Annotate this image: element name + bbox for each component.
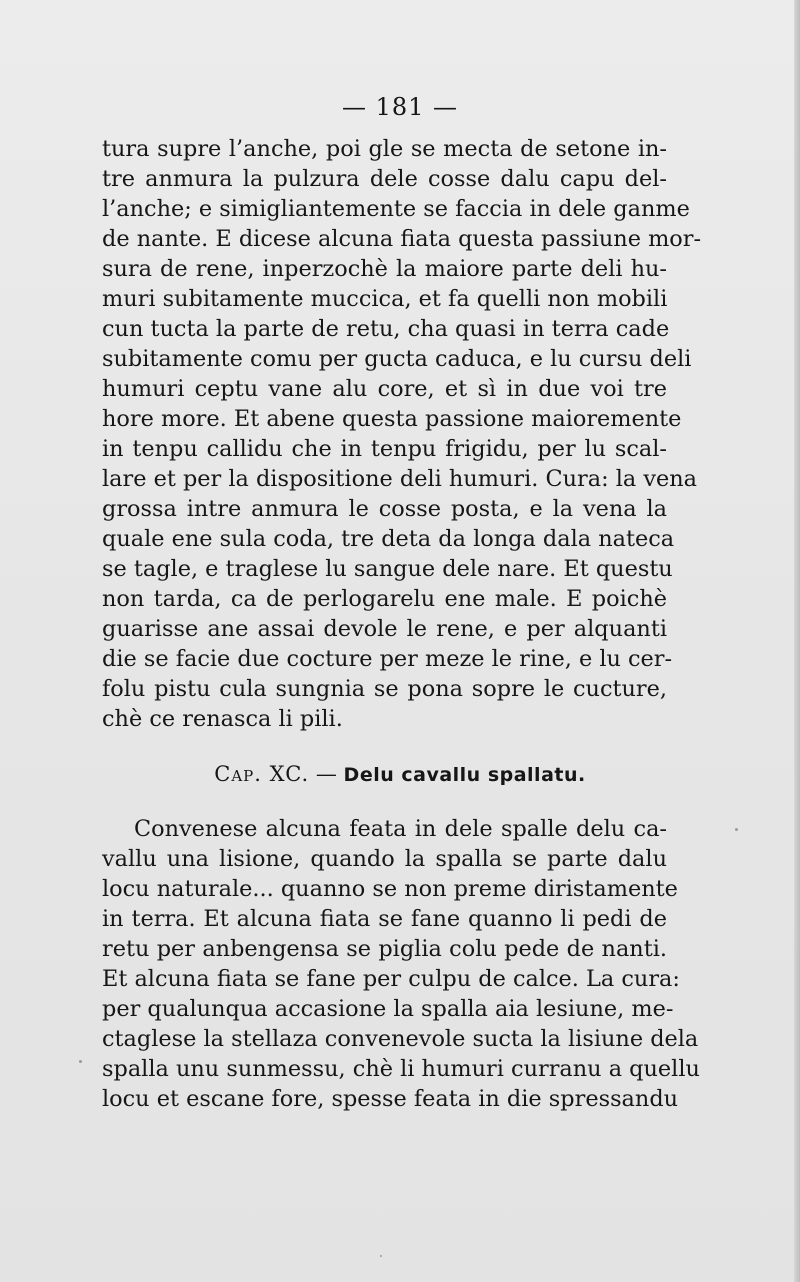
text-line: chè ce renasca li pili. (102, 706, 343, 732)
ink-speck (735, 828, 738, 831)
text-line: grossa intre anmura le cosse posta, e la vena la (102, 496, 667, 522)
text-line: subitamente comu per gucta caduca, e lu cursu deli (102, 346, 692, 372)
text-line: folu pistu cula sungnia se pona sopre le cucture, (102, 676, 667, 702)
text-line: tura supre l’anche, poi gle se mecta de setone in- (102, 136, 667, 162)
chapter-number: Cap. XC. (214, 762, 310, 786)
text-line: per qualunqua accasione la spalla aia lesiune, me- (102, 996, 674, 1022)
text-line: in terra. Et alcuna fiata se fane quanno li pedi de (102, 906, 667, 932)
text-line: tre anmura la pulzura dele cosse dalu capu del- (102, 166, 667, 192)
text-line: l’anche; e simigliantemente se faccia in dele ganme (102, 196, 690, 222)
text-line: vallu una lisione, quando la spalla se parte dalu (102, 846, 667, 872)
text-line: de nante. E dicese alcuna fiata questa passiune mor- (102, 226, 702, 252)
text-line: in tenpu callidu che in tenpu frigidu, per lu scal- (102, 436, 667, 462)
text-line: guarisse ane assai devole le rene, e per alquanti (102, 616, 667, 642)
page-edge-shadow (794, 0, 800, 1282)
page-number: — 181 — (341, 93, 459, 121)
text-line: hore more. Et abene questa passione maioremente (102, 406, 682, 432)
ink-speck (380, 1255, 382, 1257)
text-line: die se facie due cocture per meze le rine, e lu cer- (102, 646, 673, 672)
text-line: humuri ceptu vane alu core, et sì in due voi tre (102, 376, 667, 402)
text-line: ctaglese la stellaza convenevole sucta la lisiune dela (102, 1026, 699, 1052)
text-line: spalla unu sunmessu, chè li humuri curranu a quellu (102, 1056, 700, 1082)
text-line: lare et per la dispositione deli humuri. Cura: la vena (102, 466, 698, 492)
text-line: Et alcuna fiata se fane per culpu de calce. La cura: (102, 966, 680, 992)
text-line: non tarda, ca de perlogarelu ene male. E poichè (102, 586, 667, 612)
text-line: se tagle, e traglese lu sangue dele nare. Et questu (102, 556, 673, 582)
text-line: muri subitamente muccica, et fa quelli non mobili (102, 286, 668, 312)
text-line: cun tucta la parte de retu, cha quasi in terra cade (102, 316, 670, 342)
text-line: retu per anbengensa se piglia colu pede de nanti. (102, 936, 667, 962)
ink-speck (79, 1060, 82, 1063)
chapter-title: Delu cavallu spallatu. (343, 764, 586, 786)
chapter-heading (0, 759, 800, 790)
text-line: Convenese alcuna feata in dele spalle delu ca- (134, 816, 667, 842)
text-line: locu et escane fore, spesse feata in die spressandu (102, 1086, 679, 1112)
text-line: sura de rene, inperzochè la maiore parte deli hu- (102, 256, 667, 282)
text-line: locu naturale... quanno se non preme diristamente (102, 876, 678, 902)
paragraph-2 (102, 814, 700, 1114)
chapter-dash: — (309, 762, 344, 786)
paragraph-1 (102, 134, 702, 734)
text-line: quale ene sula coda, tre deta da longa dala nateca (102, 526, 675, 552)
